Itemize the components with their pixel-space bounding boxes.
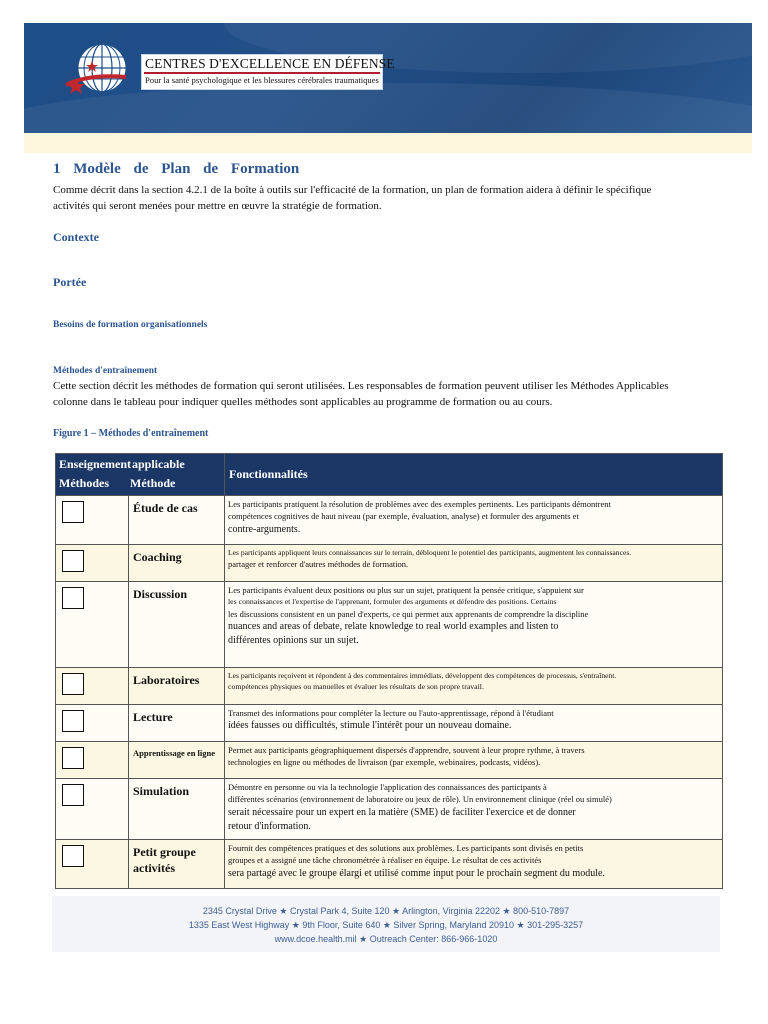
feature-line: Les participants appliquent leurs connaissances sur le terrain, débloquent le potentiel des participants, augmentent les connaissances. — [228, 548, 632, 557]
features-cell — [225, 582, 723, 668]
feature-line: Démontre en personne ou via la technologie l'application des connaissances des participants à — [228, 782, 547, 792]
footer-address-1: 2345 Crystal Drive ★ Crystal Park 4, Suite 120 ★ Arlington, Virginia 22202 ★ 800-510-7897 — [202, 906, 570, 916]
applicable-checkbox[interactable] — [62, 550, 84, 572]
features-cell — [225, 545, 723, 582]
applicable-checkbox[interactable] — [62, 710, 84, 732]
table-row — [56, 705, 723, 742]
page-title: 1 Modèle de Plan de Formation — [53, 161, 300, 177]
applicable-checkbox[interactable] — [62, 501, 84, 523]
features-cell — [225, 779, 723, 840]
method-name-cell — [129, 496, 225, 545]
page-footer — [52, 896, 720, 952]
section-scope-heading: Portée — [53, 275, 87, 289]
feature-line: Les participants évaluent deux positions ou plus sur un sujet, pratiquent la pensée critique, s'appuient sur — [228, 585, 584, 595]
method-name-cell — [129, 840, 225, 889]
table-header-row — [56, 454, 723, 496]
features-cell — [225, 668, 723, 705]
feature-line: différentes opinions sur un sujet. — [228, 635, 359, 647]
features-cell — [225, 840, 723, 889]
header-col1-top: Enseignement — [59, 457, 131, 471]
method-name-cell — [129, 582, 225, 668]
organization-tagline: Pour la santé psychologique et les blessures cérébrales traumatiques — [145, 75, 379, 85]
feature-line: nuances and areas of debate, relate knowledge to real world examples and listen to — [228, 620, 559, 632]
method-name-cell — [129, 705, 225, 742]
feature-line: serait nécessaire pour un expert en la matière (SME) de faciliter l'exercice et de donner — [228, 806, 576, 818]
feature-line: Permet aux participants géographiquement dispersés d'apprendre, souvent à leur propre rythme, à travers — [228, 745, 585, 755]
methods-text-line-1: Cette section décrit les méthodes de formation qui seront utilisées. Les responsables de formation peuvent utiliser les Méthodes Applicables — [53, 380, 669, 392]
method-name: Discussion — [133, 587, 188, 601]
method-name-cell — [129, 668, 225, 705]
feature-line: les connaissances et l'expertise de l'apprenant, formuler des arguments et défendre des positions. Certains — [228, 597, 557, 607]
applicable-cell — [56, 742, 129, 779]
organization-logo-text — [141, 54, 395, 90]
table-row — [56, 496, 723, 545]
feature-line: Les participants reçoivent et répondent à des commentaires immédiats, développent des compétences de processus, s'entraînent. — [228, 671, 617, 680]
feature-line: Les participants pratiquent la résolution de problèmes avec des exemples pertinents. Les participants démontrent — [228, 499, 611, 509]
feature-line: compétences cognitives de haut niveau (par exemple, évaluation, analyse) et formuler des arguments et — [228, 511, 579, 522]
feature-line: idées fausses ou difficultés, stimule l'intérêt pour un nouveau domaine. — [228, 720, 512, 732]
header-col1-bottom: Méthodes — [59, 476, 109, 490]
header-col2-bottom: Méthode — [130, 476, 176, 490]
figure-caption: Figure 1 – Méthodes d'entraînement — [53, 428, 209, 439]
method-name: Lecture — [133, 710, 173, 724]
header-strip — [24, 133, 752, 153]
applicable-checkbox[interactable] — [62, 587, 84, 609]
method-name: Laboratoires — [133, 673, 200, 687]
method-name: Étude de cas — [133, 501, 198, 515]
feature-line: Fournit des compétences pratiques et des solutions aux problèmes. Les participants sont divisés en petits — [228, 843, 584, 853]
feature-line: retour d'information. — [228, 821, 311, 833]
feature-line: contre-arguments. — [228, 523, 301, 535]
features-cell — [225, 496, 723, 545]
organization-rule — [144, 72, 380, 74]
organization-name: CENTRES D'EXCELLENCE EN DÉFENSE — [145, 56, 395, 71]
applicable-checkbox[interactable] — [62, 845, 84, 867]
method-name: Simulation — [133, 784, 190, 798]
table-row — [56, 779, 723, 840]
method-name-cell — [129, 779, 225, 840]
applicable-cell — [56, 668, 129, 705]
feature-line: différentes scénarios (environnement de laboratoire ou jeux de rôle). Un environnement clinique (réel ou simulé) — [228, 794, 612, 805]
applicable-checkbox[interactable] — [62, 673, 84, 695]
table-row — [56, 840, 723, 889]
intro-line-1: Comme décrit dans la section 4.2.1 de la boîte à outils sur l'efficacité de la formation, un plan de formation aidera à définir le spécifique — [53, 184, 652, 196]
features-cell — [225, 705, 723, 742]
applicable-cell — [56, 582, 129, 668]
table-row — [56, 668, 723, 705]
section-context-heading: Contexte — [53, 230, 99, 244]
method-name-cell — [129, 545, 225, 582]
applicable-cell — [56, 779, 129, 840]
applicable-cell — [56, 705, 129, 742]
header-banner — [24, 23, 752, 133]
applicable-cell — [56, 496, 129, 545]
table-row — [56, 545, 723, 582]
method-name: Coaching — [133, 550, 182, 564]
banner-wave — [24, 83, 752, 133]
applicable-checkbox[interactable] — [62, 784, 84, 806]
feature-line: Transmet des informations pour compléter la lecture ou l'auto-apprentissage, répond à l'étudiant — [228, 708, 554, 718]
section-methods-heading: Méthodes d'entraînement — [53, 366, 158, 376]
intro-line-2: activités qui seront menées pour mettre en œuvre la stratégie de formation. — [53, 200, 382, 212]
method-name: Petit groupe activités — [133, 845, 196, 876]
feature-line: sera partagé avec le groupe élargi et utilisé comme input pour le prochain segment du module. — [228, 867, 605, 879]
applicable-cell — [56, 545, 129, 582]
table-header-methods — [56, 454, 225, 496]
methods-text-line-2: colonne dans le tableau pour indiquer quelles méthodes sont applicables au programme de formation ou au cours. — [53, 396, 553, 408]
feature-line: partager et renforcer d'autres méthodes de formation. — [228, 559, 409, 569]
section-needs-heading: Besoins de formation organisationnels — [53, 320, 208, 330]
footer-address-2: 1335 East West Highway ★ 9th Floor, Suite 640 ★ Silver Spring, Maryland 20910 ★ 301-295-3257 — [188, 920, 584, 930]
features-cell — [225, 742, 723, 779]
table-row — [56, 582, 723, 668]
header-col2-top: applicable — [132, 457, 185, 471]
applicable-checkbox[interactable] — [62, 747, 84, 769]
feature-line: groupes et a assigné une tâche chronométrée à réaliser en équipe. Le résultat de ces activités — [228, 855, 542, 866]
globe-logo-icon — [62, 41, 132, 101]
method-name-cell — [129, 742, 225, 779]
header-col3: Fonctionnalités — [225, 454, 723, 496]
table-row — [56, 742, 723, 779]
feature-line: technologies en ligne ou méthodes de livraison (par exemple, webinaires, podcasts, vidéos). — [228, 757, 541, 768]
feature-line: les discussions consistent en un panel d'experts, ce qui permet aux apprenants de comprendre la discipline — [228, 608, 589, 619]
applicable-cell — [56, 840, 129, 889]
method-name: Apprentissage en ligne — [133, 748, 216, 758]
feature-line: compétences physiques ou manuelles et évaluer les résultats de son propre travail. — [228, 682, 484, 691]
training-methods-table — [55, 453, 723, 889]
footer-contact: www.dcoe.health.mil ★ Outreach Center: 866-966-1020 — [274, 934, 498, 944]
